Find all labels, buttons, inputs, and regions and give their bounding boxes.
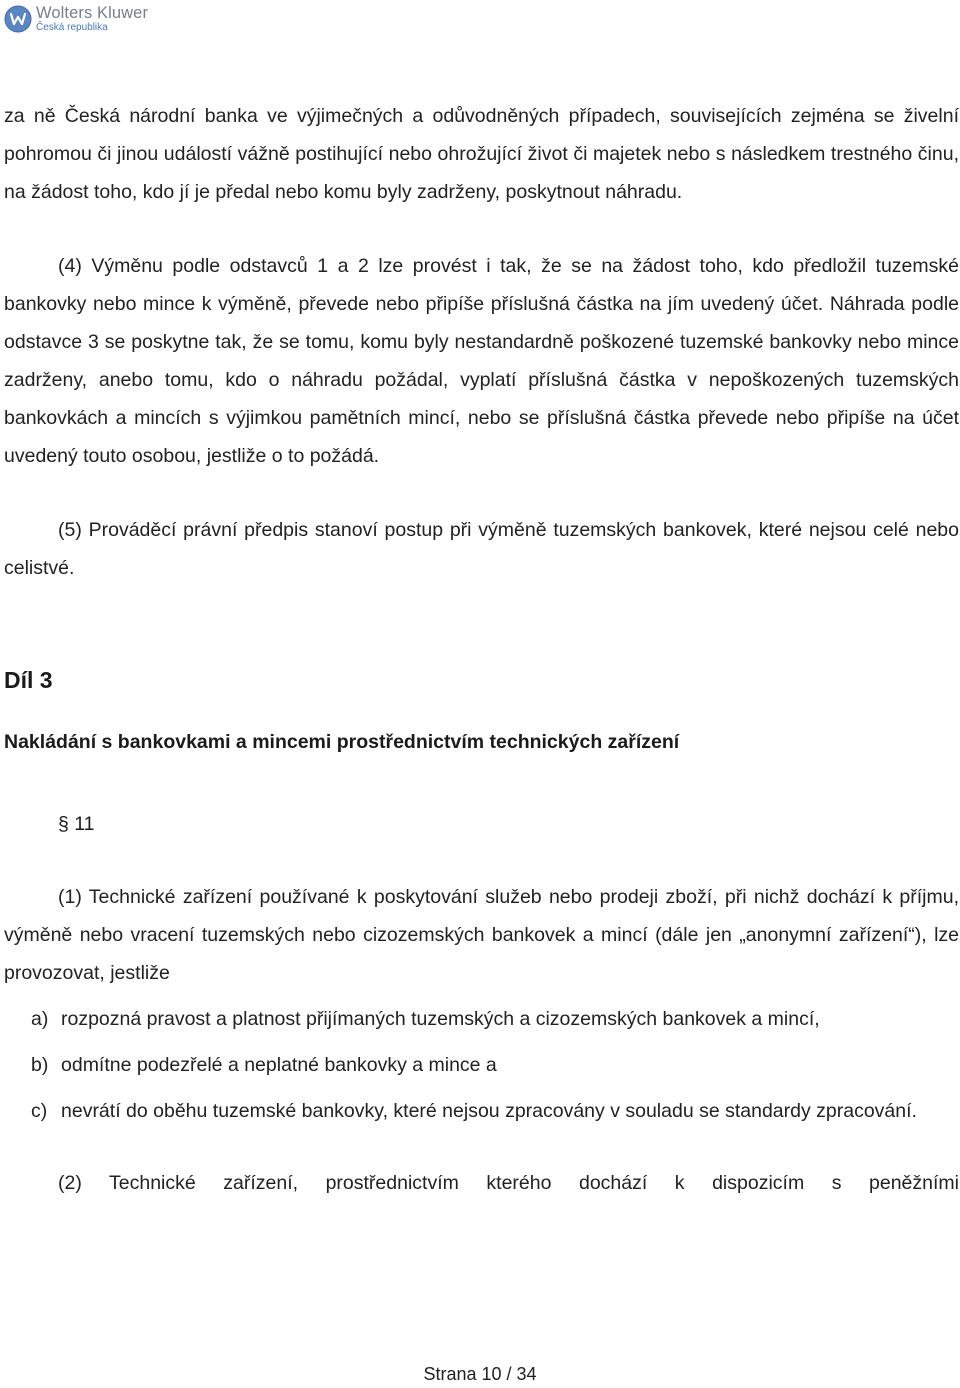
spacer bbox=[4, 1130, 959, 1164]
spacer bbox=[4, 699, 959, 723]
spacer bbox=[4, 843, 959, 878]
list-item-label: a) bbox=[31, 1008, 49, 1030]
list-item bbox=[4, 1000, 959, 1038]
spacer bbox=[4, 587, 959, 661]
paragraph-5: (5) Prováděcí právní předpis stanoví postup při výměně tuzemských bankovek, které nejsou celé nebo celistvé. bbox=[4, 519, 959, 579]
list-item bbox=[4, 1092, 959, 1130]
publisher-logo bbox=[4, 2, 148, 36]
list-item-text: rozpozná pravost a platnost přijímaných tuzemských a cizozemských bankovek a mincí, bbox=[61, 1008, 820, 1030]
logo-name: Wolters Kluwer bbox=[36, 3, 149, 22]
list-item-text: nevrátí do oběhu tuzemské bankovky, které nejsou zpracovány v souladu se standardy zpracování. bbox=[61, 1100, 917, 1122]
paragraph-4: (4) Výměnu podle odstavců 1 a 2 lze provést i tak, že se na žádost toho, kdo předložil tuzemské bankovky nebo mince k výměně, převede nebo připíše příslušná částka na jím uvedený účet. Náhrada podle odstavce 3 se poskytne tak, že se tomu, komu byly nestandardně poškozené tuzemské bankovky nebo mince zadrženy, anebo tomu, kdo o náhradu požádal, vyplatí příslušná částka v nepoškozených tuzemských bankovkách a mincích s výjimkou pamětních mincí, nebo se příslušná částka převede nebo připíše na účet uvedený touto osobou, jestliže o to požádá. bbox=[4, 255, 959, 467]
list-item bbox=[4, 1046, 959, 1084]
spacer bbox=[4, 992, 959, 1000]
document-body bbox=[4, 97, 959, 1202]
spacer bbox=[4, 761, 959, 805]
page-number: Strana 10 / 34 bbox=[423, 1364, 537, 1384]
list-item-label: c) bbox=[31, 1100, 48, 1122]
paragraph-continuation: za ně Česká národní banka ve výjimečných a odůvodněných případech, souvisejících zejména se živelní pohromou či jinou událostí vážně postihující nebo ohrožující život či majetek nebo s následkem trestného činu, na žádost toho, kdo jí je předal nebo komu byly zadrženy, poskytnout náhradu. bbox=[4, 105, 959, 203]
s11-paragraph-1: (1) Technické zařízení používané k poskytování služeb nebo prodeji zboží, při nichž dochází k příjmu, výměně nebo vracení tuzemských nebo cizozemských bankovek a mincí (dále jen „anonymní zařízení“), lze provozovat, jestliže bbox=[4, 886, 959, 984]
spacer bbox=[4, 475, 959, 511]
list-item-text: odmítne podezřelé a neplatné bankovky a mince a bbox=[61, 1054, 497, 1076]
spacer bbox=[4, 211, 959, 247]
logo-subtitle: Česká republika bbox=[36, 22, 108, 34]
section-mark: § 11 bbox=[58, 813, 95, 835]
part-heading: Díl 3 bbox=[4, 667, 53, 693]
wolters-kluwer-logo-icon bbox=[4, 5, 32, 33]
s11-paragraph-2: (2) Technické zařízení, prostřednictvím kterého dochází k dispozicím s peněžními bbox=[58, 1172, 959, 1194]
requirements-list bbox=[4, 1000, 959, 1130]
part-title: Nakládání s bankovkami a mincemi prostřednictvím technických zařízení bbox=[4, 731, 680, 753]
list-item-label: b) bbox=[31, 1054, 49, 1076]
